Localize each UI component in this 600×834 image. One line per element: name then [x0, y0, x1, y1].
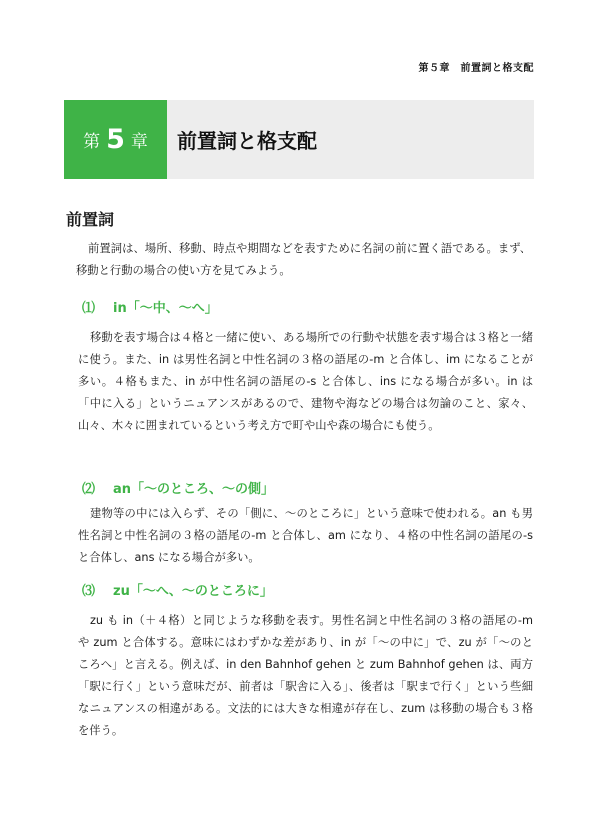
intro-paragraph: 前置詞は、場所、移動、時点や期間などを表すために名詞の前に置く語である。まず、移動と行動の場合の使い方を見てみよう。 — [76, 242, 531, 277]
running-header: 第５章 前置詞と格支配 — [418, 63, 534, 74]
subsection-2-marker: ⑵ — [82, 482, 96, 497]
subsection-2-title: an「～のところ、～の側」 — [113, 482, 275, 497]
chapter-number-box — [64, 100, 167, 179]
subsection-3-title: zu「～へ、～のところに」 — [113, 584, 273, 599]
subsection-1-heading — [82, 297, 218, 316]
chapter-prefix: 第 — [83, 132, 101, 152]
chapter-title: 前置詞と格支配 — [177, 129, 317, 153]
section-heading: 前置詞 — [66, 210, 115, 229]
chapter-suffix: 章 — [130, 132, 148, 152]
subsection-1-marker: ⑴ — [82, 301, 96, 316]
subsection-3-body: zu も in（＋４格）と同じような移動を表す。男性名詞と中性名詞の３格の語尾の-m や zum と合体する。意味にはわずかな差があり、in が「～の中に」で、zu が「～のところへ」と言える。例えば、in den Bahnhof gehen と zum Bahnhof gehen は、両方「駅に行く」という意味だが、前者は「駅舎に入る」、後者は「駅まで行く」という些細なニュアンスの相違がある。文法的には大きな相違が存在し、zum は移動の場合も３格を伴う。 — [78, 614, 533, 737]
chapter-number: 5 — [106, 124, 125, 155]
subsection-1-body: 移動を表す場合は４格と一緒に使い、ある場所での行動や状態を表す場合は３格と一緒に使う。また、in は男性名詞と中性名詞の３格の語尾の-m と合体し、im になることが多い。４格もまた、in が中性名詞の語尾の-s と合体し、ins になる場合が多い。in は「中に入る」というニュアンスがあるので、建物や海などの場合は勿論のこと、家々、山々、木々に囲まれているという考え方で町や山や森の場合にも使う。 — [78, 331, 533, 432]
chapter-banner — [64, 100, 534, 179]
subsection-3-marker: ⑶ — [82, 584, 96, 599]
subsection-1-title: in「～中、～へ」 — [113, 301, 218, 316]
subsection-2-body: 建物等の中には入らず、その「側に、～のところに」という意味で使われる。an も男性名詞と中性名詞の３格の語尾の-m と合体し、am になり、４格の中性名詞の語尾の-s と合体し、ans になる場合が多い。 — [78, 507, 533, 564]
subsection-2-heading — [82, 478, 274, 497]
subsection-3-heading — [82, 580, 273, 599]
